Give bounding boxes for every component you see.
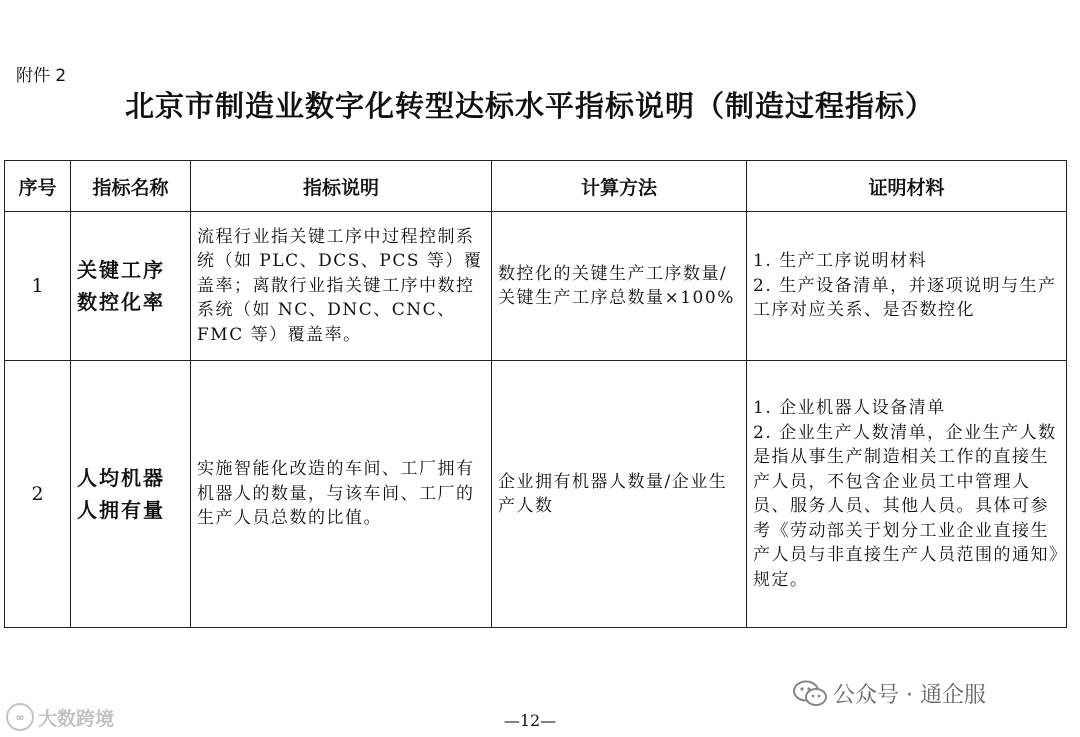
attachment-label: 附件 2 [16, 66, 67, 86]
row-indicator-description: 实施智能化改造的车间、工厂拥有机器人的数量，与该车间、工厂的生产人员总数的比值。 [191, 361, 492, 628]
row-indicator-name: 人均机器人拥有量 [71, 361, 191, 628]
table-row [5, 212, 1067, 361]
wechat-icon [793, 680, 827, 708]
indicator-table [4, 160, 1067, 628]
page-number: —12— [503, 711, 557, 730]
row-evidence: 1. 企业机器人设备清单 2. 企业生产人数清单，企业生产人数是指从事生产制造相关工作的直接生产人员，不包含企业员工中管理人员、服务人员、其他人员。具体可参考《劳动部关于划分工业企业直接生产人员与非直接生产人员范围的通知》规定。 [747, 361, 1067, 628]
header-indicator-description: 指标说明 [191, 161, 492, 212]
table-header-row [5, 161, 1067, 212]
wechat-watermark [793, 678, 986, 709]
row-calculation-method: 数控化的关键生产工序数量/关键生产工序总数量×100% [492, 212, 747, 361]
logo-icon: ∞ [6, 703, 34, 731]
row-indicator-description: 流程行业指关键工序中过程控制系统（如 PLC、DCS、PCS 等）覆盖率；离散行业指关键工序中数控系统（如 NC、DNC、CNC、FMC 等）覆盖率。 [191, 212, 492, 361]
row-evidence: 1. 生产工序说明材料 2. 生产设备清单，并逐项说明与生产工序对应关系、是否数控化 [747, 212, 1067, 361]
row-indicator-name: 关键工序数控化率 [71, 212, 191, 361]
row-seq: 1 [5, 212, 71, 361]
document-title: 北京市制造业数字化转型达标水平指标说明（制造过程指标） [124, 89, 935, 123]
header-evidence: 证明材料 [747, 161, 1067, 212]
row-calculation-method: 企业拥有机器人数量/企业生产人数 [492, 361, 747, 628]
row-seq: 2 [5, 361, 71, 628]
watermark-logo-text: 大数跨境 [38, 707, 115, 730]
table-row [5, 361, 1067, 628]
header-seq: 序号 [5, 161, 71, 212]
header-indicator-name: 指标名称 [71, 161, 191, 212]
wechat-account-text: 公众号 · 通企服 [833, 683, 986, 708]
header-calculation-method: 计算方法 [492, 161, 747, 212]
